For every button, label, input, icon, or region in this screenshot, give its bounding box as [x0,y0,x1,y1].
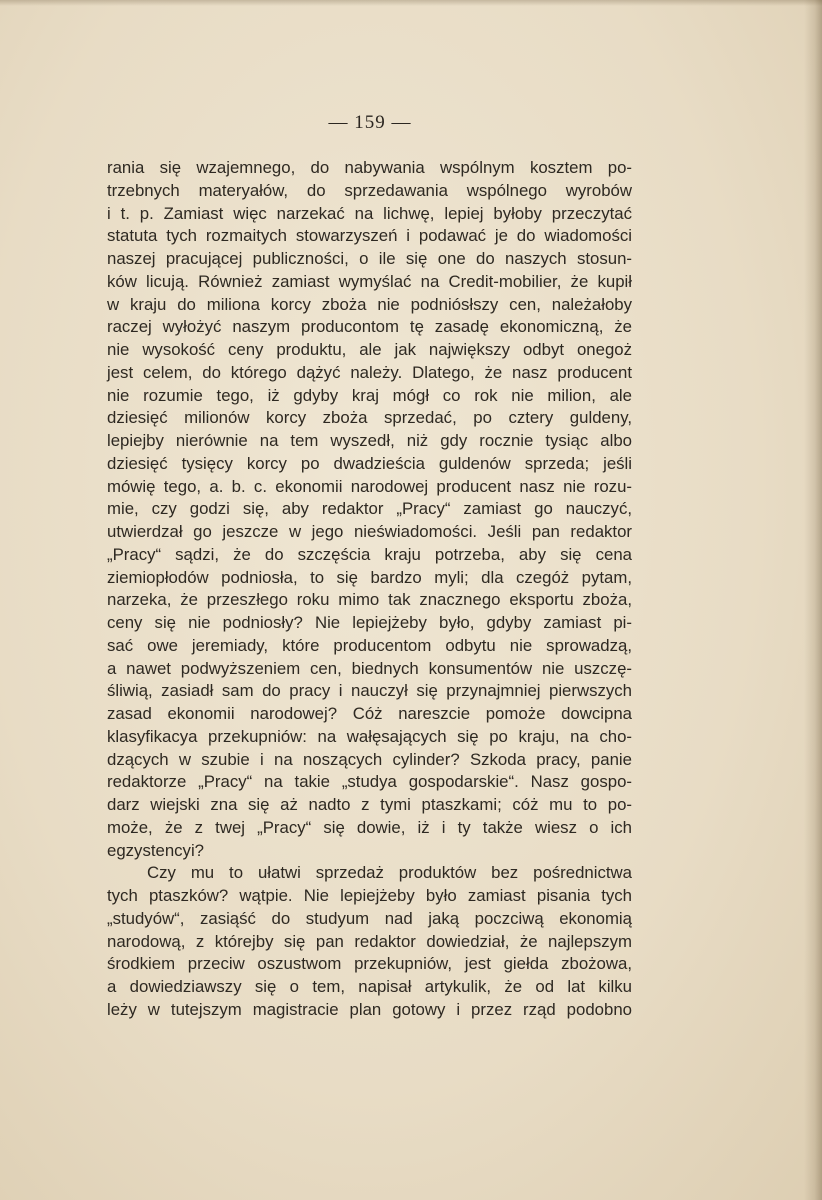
text-line: narodową, z którejby się pan redaktor dowiedział, że najlepszym [107,931,632,951]
text-line: a dowiedziawszy się o tem, napisał artykulik, że od lat kilku [107,977,632,996]
text-line: zasad ekonomii narodowej? Cóż nareszcie pomoże dowcipna [107,704,632,723]
text-line: „Pracy“ sądzi, że do szczęścia kraju potrzeba, aby się cena [107,544,632,564]
text-line: statuta tych rozmaitych stowarzyszeń i podawać je do wiadomości [107,226,632,246]
text-line: rania się wzajemnego, do nabywania wspólnym kosztem po- [107,158,632,177]
text-line: śliwią, zasiadł sam do pracy i nauczył się przynajmniej pierwszych [107,681,632,701]
text-line: lepiejby nierównie na tem wyszedł, niż gdy rocznie tysiąc albo [107,431,632,450]
text-line: klasyfikacya przekupniów: na wałęsających się po kraju, na cho- [107,726,632,746]
text-line: egzystencyi? [107,840,205,860]
text-line: naszej pracującej publiczności, o ile się one do naszych stosun- [107,249,632,268]
text-line: Czy mu to ułatwi sprzedaż produktów bez pośrednictwa [147,863,632,883]
text-line: sać owe jeremiady, które producentom odbytu nie sprowadzą, [107,635,632,655]
text-line: narzeka, że przeszłego roku mimo tak znacznego eksportu zboża, [107,590,632,610]
page-top-shadow [0,0,822,6]
text-line: redaktorze „Pracy“ na takie „studya gospodarskie“. Nasz gospo- [107,772,632,792]
body-text [107,157,632,1022]
text-line: może, że z twej „Pracy“ się dowie, iż i ty także wiesz o ich [107,817,632,837]
text-line: nie wysokość ceny produktu, ale jak największy odbyt onegoż [107,340,632,359]
text-line: a nawet podwyższeniem cen, biednych konsumentów nie uszczę- [107,658,632,678]
text-line: trzebnych materyałów, do sprzedawania wspólnego wyrobów [107,180,632,200]
text-line: w kraju do miliona korcy zboża nie podniósłszy cen, należałoby [107,294,632,314]
text-line: mie, czy godzi się, aby redaktor „Pracy“ zamiast go nauczyć, [107,499,632,519]
text-line: dzących w szubie i na noszących cylinder? Szkoda pracy, panie [107,749,632,769]
text-line: ceny się nie podniosły? Nie lepiejżeby było, gdyby zamiast pi- [107,613,632,632]
text-line: darz wiejski zna się aż nadto z tymi ptaszkami; cóż mu to po- [107,795,632,814]
text-line: „studyów“, zasiąść do studyum nad jaką poczciwą ekonomią [107,908,632,928]
text-line: i t. p. Zamiast więc narzekać na lichwę, lepiej byłoby przeczytać [107,203,632,223]
text-line: mówię tego, a. b. c. ekonomii narodowej producent nasz nie rozu- [107,476,632,496]
text-line: ków licują. Również zamiast wymyślać na Credit-mobilier, że kupił [107,271,632,291]
page-number: — 159 — [328,112,412,133]
text-line: środkiem przeciw oszustwom przekupniów, jest giełda zbożowa, [107,954,632,974]
text-line: nie rozumie tego, iż gdyby kraj mógł co rok nie milion, ale [107,385,632,405]
text-line: tych ptaszków? wątpie. Nie lepiejżeby było zamiast pisania tych [107,886,632,905]
text-line: dziesięć milionów korcy zboża sprzedać, po cztery guldeny, [107,408,632,428]
text-line: dziesięć tysięcy korcy po dwadzieścia guldenów sprzeda; jeśli [107,453,632,473]
text-line: jest celem, do którego dążyć należy. Dlatego, że nasz producent [107,362,632,382]
text-line: leży w tutejszym magistracie plan gotowy i przez rząd podobno [107,999,632,1019]
text-line: ziemiopłodów podniosła, to się bardzo myli; dla czegóż pytam, [107,567,632,587]
text-line: utwierdzał go jeszcze w jego nieświadomości. Jeśli pan redaktor [107,522,632,541]
text-line: raczej wyłożyć naszym producontom tę zasadę ekonomiczną, że [107,317,632,337]
page-binding-edge [804,0,822,1200]
